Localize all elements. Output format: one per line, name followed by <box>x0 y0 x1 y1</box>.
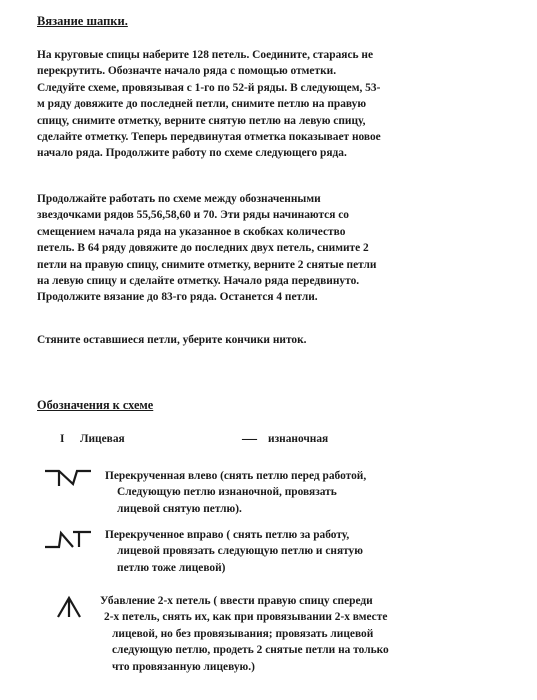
text-line: Продолжите вязание до 83-го ряда. Останется 4 петли. <box>37 291 318 304</box>
legend-text-line: Перекрученное вправо ( снять петлю за работу, <box>105 529 350 541</box>
text-line: петель. В 64 ряду довяжите до последних двух петель, снимите 2 <box>37 242 369 255</box>
text-line: Продолжайте работать по схеме между обозначенными <box>37 193 321 205</box>
purl-label: изнаночная <box>268 433 329 445</box>
legend-item-left-cross <box>105 468 505 517</box>
legend-item-decrease <box>100 593 510 675</box>
legend-text-line: Следующую петлю изнаночной, провязать <box>117 486 337 499</box>
legend-text-line: лицевой, но без провязывания; провязать лицевой <box>112 627 374 640</box>
text-line: м ряду довяжите до последней петли, снимите петлю на правую <box>37 98 367 111</box>
decrease-icon <box>55 595 83 619</box>
paragraph-cast-on <box>37 47 517 162</box>
purl-symbol: — <box>242 431 257 447</box>
paragraph-finish: Стяните оставшиеся петли, уберите кончики ниток. <box>37 334 307 346</box>
text-line: смещением начала ряда на указанное в скобках количество <box>37 225 346 238</box>
text-line: сделайте отметку. Теперь передвинутая отметка показывает новое <box>37 131 381 144</box>
legend-text-line: следующую петлю, продеть 2 снятые петли на только <box>112 644 389 657</box>
legend-text-line: 2-х петель, снять их, как при провязывании 2-х вместе <box>104 611 388 624</box>
legend-text-line: Убавление 2-х петель ( ввести правую спицу спереди <box>100 595 373 607</box>
document-title: Вязание шапки. <box>37 14 128 28</box>
right-cross-icon <box>43 528 93 550</box>
knit-symbol: I <box>60 433 65 445</box>
text-line: перекрутить. Обозначте начало ряда с помощью отметки. <box>37 65 337 78</box>
knit-label: Лицевая <box>80 433 125 445</box>
legend-text-line: лицевой провязать следующую петлю и снятую <box>117 545 363 558</box>
legend-item-right-cross <box>105 527 505 576</box>
text-line: На круговые спицы наберите 128 петель. Соедините, стараясь не <box>37 49 373 61</box>
text-line: звездочками рядов 55,56,58,60 и 70. Эти ряды начинаются со <box>37 209 350 222</box>
text-line: спицу, снимите отметку, верните снятую петлю на левую спицу, <box>37 114 366 127</box>
text-line: начало ряда. Продолжите работу по схеме следующего ряда. <box>37 147 347 160</box>
legend-title: Обозначения к схеме <box>37 398 154 412</box>
legend-text-line: петлю тоже лицевой) <box>117 561 226 574</box>
left-cross-icon <box>43 467 93 489</box>
text-line: на левую спицу и сделайте отметку. Начало ряда передвинуто. <box>37 275 360 288</box>
legend-text-line: лицевой снятую петлю). <box>117 502 242 515</box>
text-line: петли на правую спицу, снимите отметку, верните 2 снятые петли <box>37 258 377 271</box>
text-line: Следуйте схеме, провязывая с 1-го по 52-й ряды. В следующем, 53- <box>37 81 381 94</box>
legend-text-line: что провязанную лицевую.) <box>112 660 255 673</box>
paragraph-continue <box>37 191 517 306</box>
legend-text-line: Перекрученная влево (снять петлю перед работой, <box>105 470 367 482</box>
